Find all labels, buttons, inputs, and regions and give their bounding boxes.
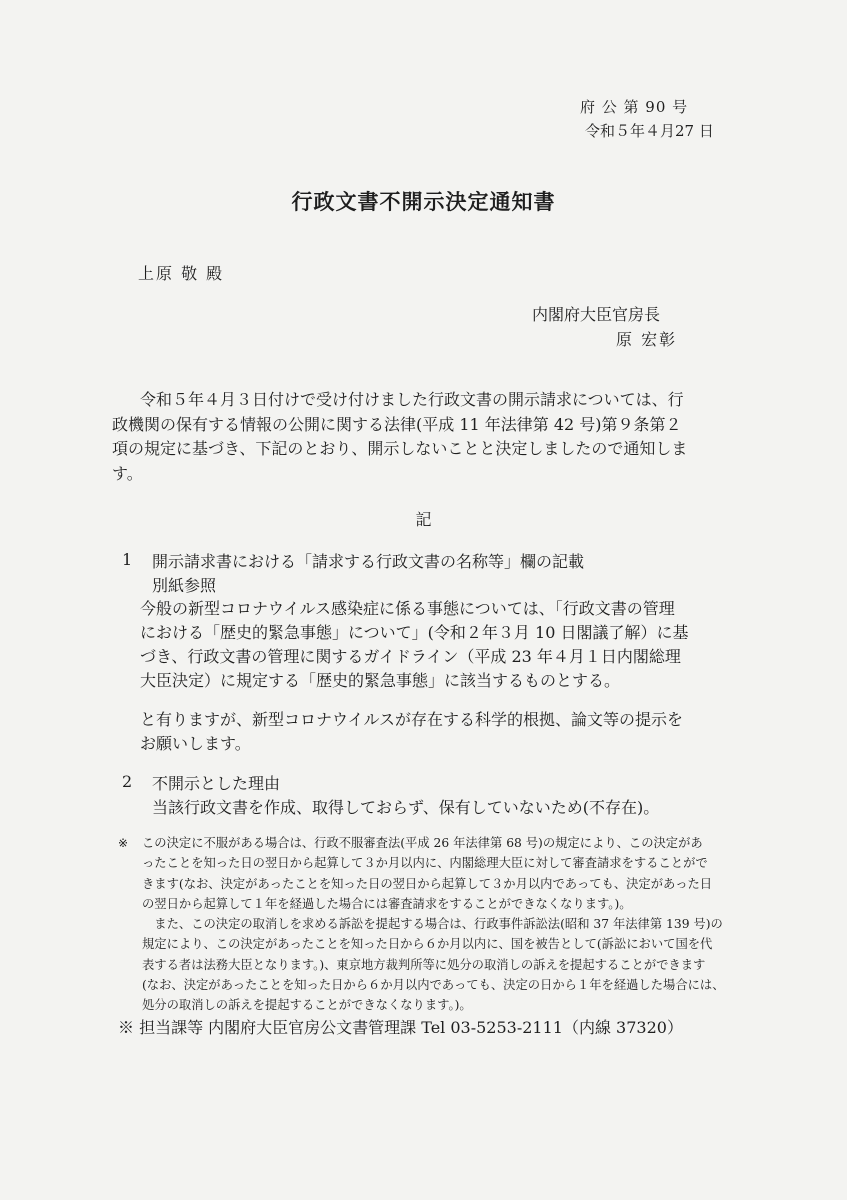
note-line: 表する者は法務大臣となります。)、東京地方裁判所等に処分の取消しの訴えを提起することができます [142,957,706,972]
sender-organization: 内閣府大臣官房長 [532,305,661,324]
note-line: (なお、決定があったことを知った日から６か月以内であっても、決定の日から１年を経過した場合には、 [142,978,725,993]
notes-block [142,833,812,1016]
reference-number: 府 公 第 90 号 [580,98,689,116]
note-mark: ※ [118,836,129,850]
body-line: す。 [112,463,143,483]
note-line: 規定により、この決定があったことを知った日から６か月以内に、国を被告として(訴訟において国を代 [142,937,713,952]
note-line: きます(なお、決定があったことを知った日の翌日から起算して３か月以内であっても、決定があった日 [142,876,713,891]
recipient: 上原 敬 殿 [138,264,225,283]
ki-heading: 記 [415,510,432,529]
contact-footer: ※ 担当課等 内閣府大臣官房公文書管理課 Tel 03-5253-2111（内線 37320） [118,1018,683,1037]
body-line: 政機関の保有する情報の公開に関する法律(平成 11 年法律第 42 号)第９条第２ [112,414,682,434]
note-line: また、この決定の取消しを求める訴訟を提起する場合は、行政事件訴訟法(昭和 37 年法律第 139 号)の [142,917,723,932]
note-line: の翌日から起算して１年を経過した場合には審査請求をすることができなくなります。)。 [142,896,632,911]
quote-line: づき、行政文書の管理に関するガイドライン（平成 23 年４月１日内閣総理 [140,647,681,666]
item-2-number: 2 [122,772,133,791]
request-line: と有りますが、新型コロナウイルスが存在する科学的根拠、論文等の提示を [140,710,684,729]
body-line: 令和５年４月３日付けで受け付けました行政文書の開示請求については、行 [140,390,684,409]
item-2-heading: 不開示とした理由 [152,774,281,793]
item-1-ref: 別紙参照 [152,576,217,595]
note-line: 処分の取消しの訴えを提起することができなくなります。)。 [142,998,472,1013]
sender-name: 原 宏彰 [616,330,678,349]
note-line: この決定に不服がある場合は、行政不服審査法(平成 26 年法律第 68 号)の規定により、この決定があ [142,836,703,850]
note-line: ったことを知った日の翌日から起算して３か月以内に、内閣総理大臣に対して審査請求をすることがで [142,856,708,871]
item-1-number: 1 [122,550,133,569]
document-title: 行政文書不開示決定通知書 [291,189,556,214]
document-date: 令和５年４月27 日 [585,122,714,140]
request-line: お願いします。 [140,734,251,753]
quote-line: における「歴史的緊急事態」について」(令和２年３月 10 日閣議了解）に基 [140,623,689,642]
body-paragraph [112,388,802,486]
quote-line: 大臣決定）に規定する「歴史的緊急事態」に該当するものとする。 [140,671,621,690]
item-1-request [140,708,683,756]
body-line: 項の規定に基づき、下記のとおり、開示しないことと決定しましたので通知しま [112,439,688,458]
item-1-quote [140,597,688,693]
quote-line: 今般の新型コロナウイルス感染症に係る事態については、「行政文書の管理 [140,599,675,618]
item-2-reason: 当該行政文書を作成、取得しておらず、保有していないため(不存在)。 [152,798,660,817]
item-1-heading: 開示請求書における「請求する行政文書の名称等」欄の記載 [152,552,585,571]
